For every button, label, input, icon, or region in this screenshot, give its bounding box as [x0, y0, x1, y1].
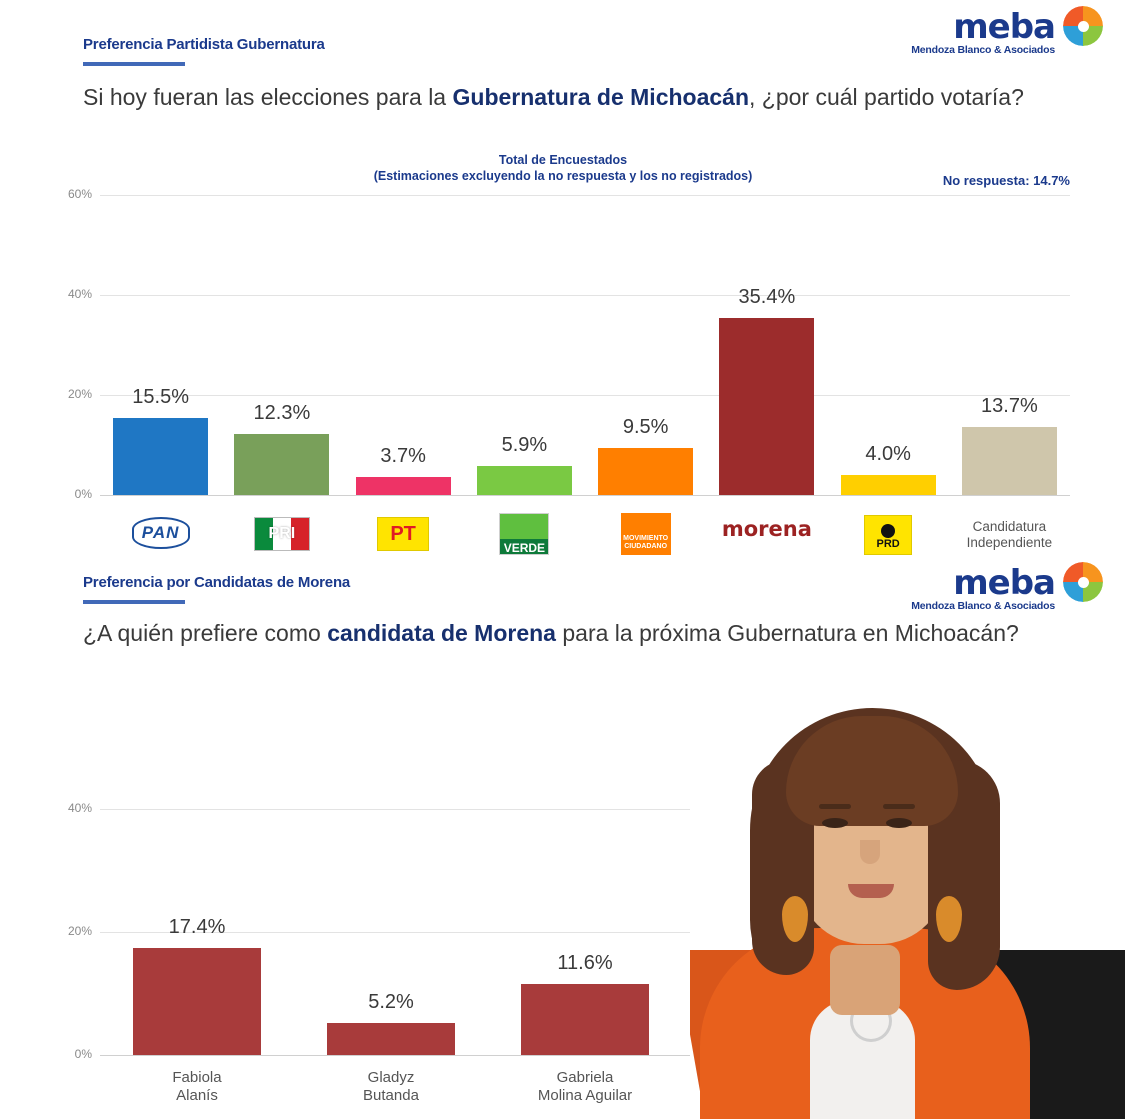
bar-value-label: 5.2%	[368, 991, 414, 1014]
bar	[356, 477, 451, 496]
bar	[841, 475, 936, 495]
x-axis-category-label: Fabiola Alanís	[172, 1069, 222, 1104]
panel2-question-post: para la próxima Gubernatura en Michoacán?	[555, 620, 1019, 646]
meba-logo	[911, 7, 1055, 56]
x-axis-category-label: Gabriela Molina Aguilar	[537, 1069, 633, 1104]
y-axis-tick-label: 40%	[67, 801, 92, 816]
bar	[962, 427, 1057, 496]
bar-value-label: 4.0%	[865, 443, 911, 465]
panel2-kicker-rule	[83, 600, 185, 604]
bar-value-label: 12.3%	[253, 401, 311, 424]
gridline	[100, 395, 1070, 396]
y-axis-tick-label: 0%	[74, 487, 92, 501]
pan-logo-icon: PAN	[132, 517, 190, 549]
meba-tagline-2: Mendoza Blanco & Asociados	[911, 600, 1055, 612]
axis-baseline	[100, 495, 1070, 496]
panel2-kicker: Preferencia por Candidatas de Morena	[83, 574, 351, 591]
panel1-subhead-line1: Total de Encuestados	[498, 153, 628, 167]
bar-value-label: 11.6%	[557, 951, 613, 974]
bar-value-label: 5.9%	[501, 433, 548, 456]
panel2-question-pre: ¿A quién prefiere como	[83, 620, 328, 646]
movimiento-ciudadano-logo-icon: MOVIMIENTO CIUDADANO	[621, 513, 671, 555]
bar-value-label: 9.5%	[622, 415, 669, 438]
panel1-no-response: No respuesta: 14.7%	[942, 173, 1070, 188]
candidatura-independiente-label: Candidatura Independiente	[966, 519, 1053, 551]
bar	[234, 434, 329, 496]
bar	[133, 948, 261, 1055]
x-axis-category-label: Gladyz Butanda	[363, 1069, 419, 1104]
panel2-question	[83, 618, 1043, 649]
panel1-question	[83, 82, 1043, 113]
pvem-logo-icon: VERDE	[499, 513, 549, 555]
morena-logo-icon: morena	[721, 517, 812, 541]
prd-logo-icon: PRD	[864, 515, 912, 555]
bar-value-label: 17.4%	[168, 916, 226, 939]
y-axis-tick-label: 60%	[67, 187, 92, 201]
y-axis-tick-label: 20%	[67, 387, 92, 401]
meba-wordmark: meba	[953, 7, 1055, 47]
meba-wordmark-2: meba	[953, 563, 1055, 603]
pt-logo-icon: PT	[377, 517, 429, 551]
gridline	[100, 195, 1070, 196]
bar-value-label: 35.4%	[738, 286, 796, 308]
bar	[477, 466, 572, 496]
bar-value-label: 3.7%	[380, 444, 426, 467]
bar	[521, 984, 649, 1055]
bar	[327, 1023, 455, 1055]
y-axis-tick-label: 40%	[67, 287, 92, 301]
bar-value-label: 13.7%	[981, 394, 1038, 417]
panel1-kicker-rule	[83, 62, 185, 66]
bar-value-label: 15.5%	[132, 385, 189, 408]
panel1-subhead	[263, 152, 863, 185]
meba-mark-icon-2	[1063, 562, 1103, 602]
pri-logo-icon: PRI	[254, 517, 310, 551]
panel2-question-bold: candidata de Morena	[327, 620, 556, 646]
candidate-photo-overlay	[690, 700, 1125, 1119]
meba-tagline: Mendoza Blanco & Asociados	[911, 44, 1055, 56]
meba-mark-icon	[1063, 6, 1103, 46]
y-axis-tick-label: 20%	[67, 924, 92, 939]
bar	[598, 448, 693, 496]
panel1-question-bold: Gubernatura de Michoacán	[452, 84, 750, 110]
bar	[719, 318, 814, 495]
panel1-subhead-line2: (Estimaciones excluyendo la no respuesta y los no registrados)	[373, 169, 753, 184]
meba-logo-2	[911, 563, 1055, 612]
chart1-plot-area	[67, 187, 1070, 555]
panel1-question-post: , ¿por cuál partido votaría?	[749, 84, 1024, 110]
panel1-question-pre: Si hoy fueran las elecciones para la	[83, 84, 453, 110]
bar	[113, 418, 208, 496]
panel1-kicker: Preferencia Partidista Gubernatura	[83, 36, 325, 53]
gridline	[100, 295, 1070, 296]
y-axis-tick-label: 0%	[74, 1047, 92, 1061]
